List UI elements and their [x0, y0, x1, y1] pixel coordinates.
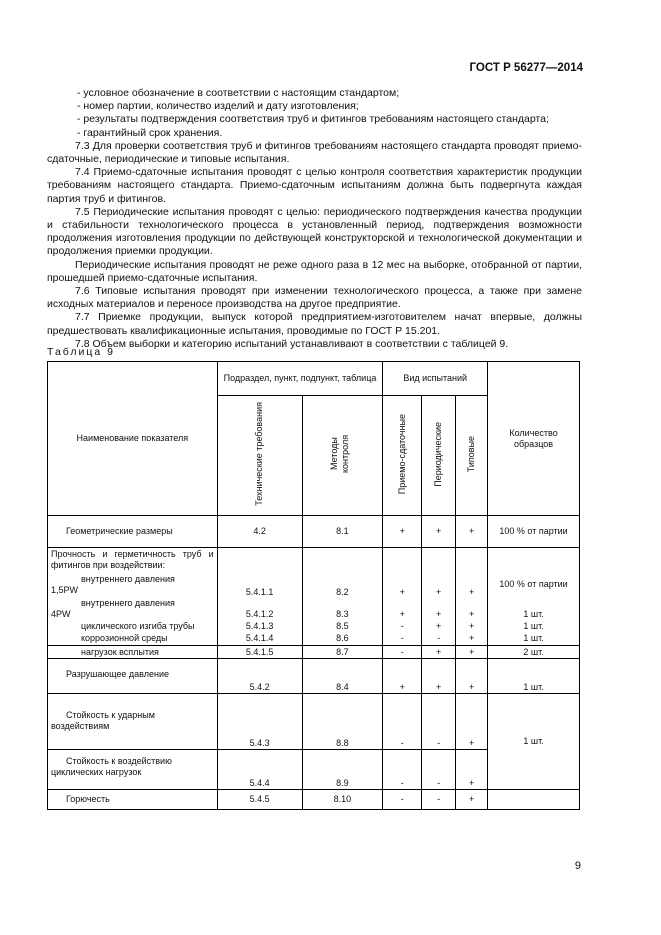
row-qty: [488, 790, 580, 810]
row-qty: 100 % от партии: [488, 572, 580, 598]
header-type: [456, 396, 488, 516]
row-qty: 1 шт.: [488, 620, 580, 633]
paragraph: 7.5 Периодические испытания проводят с целью: периодического подтверждения качества продукции и стабильности технологического процесса в установленный период, подтверждения возможности продолжения изготовления продукции по действующей конструкторской и технологической документации и продолжения приемки продукции.: [47, 205, 582, 258]
row-tech: 5.4.3: [217, 694, 302, 750]
row-periodic: +: [422, 572, 456, 598]
table-row: [48, 516, 580, 548]
impact-label: Стойкость к ударным воздействиям: [51, 710, 155, 731]
row-name: Разрушающее давление: [48, 659, 218, 694]
row-name: [48, 598, 218, 620]
row-type: +: [456, 750, 488, 790]
header-kind: Вид испытаний: [383, 362, 488, 396]
header-acceptance-label: Приемо-сдаточные: [396, 413, 407, 495]
row-acceptance: -: [383, 633, 422, 646]
row-name: Прочность и герметичность труб и фитингов при воздействии:: [48, 548, 218, 572]
table-caption: Таблица 9: [47, 346, 115, 358]
row-tech: 5.4.1.4: [217, 633, 302, 646]
row-tech: [217, 548, 302, 572]
row-acceptance: +: [383, 572, 422, 598]
row-acceptance: +: [383, 659, 422, 694]
cyclic-label: Стойкость к воздействию циклических нагрузок: [51, 756, 172, 777]
row-type: +: [456, 516, 488, 548]
row-periodic: -: [422, 750, 456, 790]
row-name: Горючесть: [48, 790, 218, 810]
row-method: [302, 548, 383, 572]
body-text: [47, 87, 582, 351]
paragraph: 7.7 Приемке продукции, выпуск которой предприятием-изготовителем начат впервые, должны предшествовать квалификационные испытания, проводимые по ГОСТ Р 15.201.: [47, 311, 582, 337]
table-9: [47, 361, 580, 810]
row-type: +: [456, 598, 488, 620]
row-periodic: -: [422, 790, 456, 810]
sub1-label-b: 1,5PW: [51, 584, 79, 595]
list-item: - условное обозначение в соответствии с настоящим стандартом;: [77, 87, 400, 99]
list-item: - номер партии, количество изделий и дату изготовления;: [77, 100, 359, 113]
header-section: Подраздел, пункт, подпункт, таблица: [217, 362, 383, 396]
row-name: нагрузок всплытия: [48, 646, 218, 659]
row-method: 8.3: [302, 598, 383, 620]
table-row: [48, 548, 580, 572]
standard-code: ГОСТ Р 56277—2014: [469, 62, 583, 74]
paragraph: 7.6 Типовые испытания проводят при изменении технологического процесса, а также при замене исходных материалов и переносе производства на другое предприятие.: [47, 285, 582, 311]
row-type: +: [456, 620, 488, 633]
header-tech: [217, 396, 302, 516]
row-tech: 5.4.1.2: [217, 598, 302, 620]
row-periodic: +: [422, 646, 456, 659]
row-periodic: +: [422, 620, 456, 633]
row-method: 8.5: [302, 620, 383, 633]
row-type: +: [456, 646, 488, 659]
header-periodic: [422, 396, 456, 516]
header-name: Наименование показателя: [48, 362, 218, 516]
row-method: 8.4: [302, 659, 383, 694]
row-name: Геометрические размеры: [48, 516, 218, 548]
table-row: [48, 646, 580, 659]
paragraph: Периодические испытания проводят не реже одного раза в 12 мес на выборке, отобранной от партии, прошедшей приемо-сдаточные испытания.: [47, 258, 582, 284]
row-method: 8.6: [302, 633, 383, 646]
row-qty: 1 шт.: [488, 633, 580, 646]
row-tech: 5.4.5: [217, 790, 302, 810]
header-methods-label: Методы контроля: [329, 434, 351, 474]
row-acceptance: +: [383, 598, 422, 620]
paragraph: 7.4 Приемо-сдаточные испытания проводят с целью контроля соответствия характеристик продукции требованиям настоящего стандарта. Приемо-сдаточным испытаниям должна быть подвергнута каждая партия труб и фитингов.: [47, 166, 582, 205]
page-number: 9: [574, 860, 581, 872]
sub2-label-b: 4PW: [51, 608, 71, 619]
table-row: [48, 790, 580, 810]
row-qty: 2 шт.: [488, 646, 580, 659]
row-tech: 4.2: [217, 516, 302, 548]
table-row: [48, 659, 580, 694]
row-acceptance: -: [383, 790, 422, 810]
row-method: 8.1: [302, 516, 383, 548]
list-item: - гарантийный срок хранения.: [77, 126, 223, 139]
row-type: +: [456, 659, 488, 694]
header-methods: [302, 396, 383, 516]
row-name: [48, 694, 218, 750]
row-periodic: -: [422, 694, 456, 750]
list-item: - результаты подтверждения соответствия труб и фитингов требованиям настоящего стандарта;: [77, 113, 549, 126]
header-tech-label: Технические требования: [254, 402, 265, 506]
row-method: 8.10: [302, 790, 383, 810]
sub2-label-a: внутреннего давления: [81, 597, 175, 608]
row-type: [456, 548, 488, 572]
header-type-label: Типовые: [466, 435, 477, 473]
row-acceptance: -: [383, 646, 422, 659]
row-type: +: [456, 572, 488, 598]
row-method: 8.7: [302, 646, 383, 659]
row-name: [48, 750, 218, 790]
row-periodic: -: [422, 633, 456, 646]
row-name: циклического изгиба трубы: [48, 620, 218, 633]
row-periodic: +: [422, 598, 456, 620]
row-qty: [488, 548, 580, 572]
row-tech: 5.4.1.1: [217, 572, 302, 598]
row-qty: 1 шт.: [488, 659, 580, 694]
row-name: коррозионной среды: [48, 633, 218, 646]
row-qty: 1 шт.: [488, 694, 580, 790]
header-periodic-label: Периодические: [433, 421, 444, 487]
table-row: [48, 694, 580, 750]
row-periodic: [422, 548, 456, 572]
sub1-label-a: внутреннего давления: [81, 573, 175, 584]
header-qty: Количество образцов: [488, 362, 580, 516]
row-qty: 100 % от партии: [488, 516, 580, 548]
row-qty: 1 шт.: [488, 598, 580, 620]
row-method: 8.8: [302, 694, 383, 750]
row-acceptance: -: [383, 620, 422, 633]
row-acceptance: +: [383, 516, 422, 548]
row-type: +: [456, 633, 488, 646]
header-acceptance: [383, 396, 422, 516]
row-method: 8.2: [302, 572, 383, 598]
row-tech: 5.4.1.3: [217, 620, 302, 633]
table-row: [48, 633, 580, 646]
row-acceptance: [383, 548, 422, 572]
row-periodic: +: [422, 516, 456, 548]
row-tech: 5.4.1.5: [217, 646, 302, 659]
row-type: +: [456, 790, 488, 810]
row-type: +: [456, 694, 488, 750]
table-row: [48, 620, 580, 633]
row-acceptance: -: [383, 694, 422, 750]
row-tech: 5.4.2: [217, 659, 302, 694]
row-method: 8.9: [302, 750, 383, 790]
row-name: [48, 572, 218, 598]
row-periodic: +: [422, 659, 456, 694]
table-row: [48, 598, 580, 620]
paragraph: 7.8 Объем выборки и категорию испытаний устанавливают в соответствии с таблицей 9.: [75, 337, 509, 350]
table-row: [48, 572, 580, 598]
row-acceptance: -: [383, 750, 422, 790]
row-tech: 5.4.4: [217, 750, 302, 790]
paragraph: 7.3 Для проверки соответствия труб и фитингов требованиям настоящего стандарта проводят приемо-сдаточные, периодические и типовые испытания.: [47, 139, 582, 166]
